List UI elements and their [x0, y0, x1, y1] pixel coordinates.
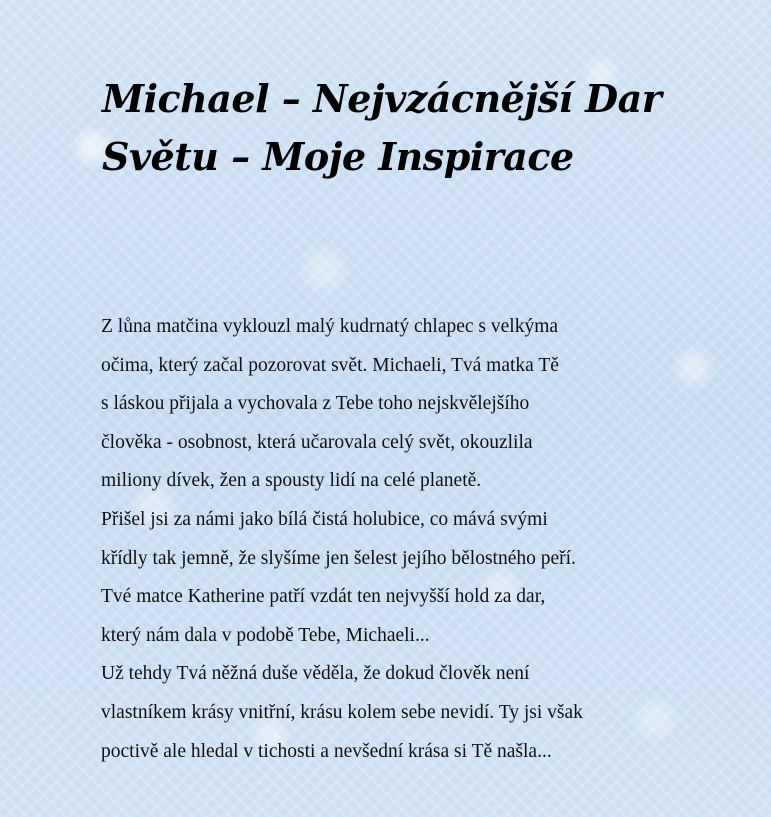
- body-line-6: Přišel jsi za námi jako bílá čistá holubice, co mává svými: [101, 508, 548, 530]
- body-line-3: s láskou přijala a vychovala z Tebe toho nejskvělejšího: [101, 393, 530, 415]
- body-line-1: Z lůna matčina vyklouzl malý kudrnatý chlapec s velkýma: [101, 316, 559, 337]
- body-line-10: Už tehdy Tvá něžná duše věděla, že dokud člověk není: [101, 663, 530, 685]
- page-title: [102, 70, 702, 186]
- body-line-5: miliony dívek, žen a spousty lidí na celé planetě.: [101, 470, 482, 492]
- article-body: [101, 308, 721, 771]
- title-line-1: Michael – Nejvzácnější Dar: [102, 76, 662, 121]
- title-line-2: Světu – Moje Inspirace: [102, 134, 574, 179]
- body-line-4: člověka - osobnost, která učarovala celý svět, okouzlila: [101, 431, 533, 453]
- body-line-8: Tvé matce Katherine patří vzdát ten nejvyšší hold za dar,: [101, 586, 546, 608]
- body-line-2: očima, který začal pozorovat svět. Michaeli, Tvá matka Tě: [101, 354, 559, 376]
- body-line-9: který nám dala v podobě Tebe, Michaeli...: [101, 624, 430, 646]
- body-line-11: vlastníkem krásy vnitřní, krásu kolem sebe nevidí. Ty jsi však: [101, 701, 583, 723]
- body-line-12: poctivě ale hledal v tichosti a nevšední krása si Tě našla...: [101, 740, 552, 762]
- body-line-7: křídly tak jemně, že slyšíme jen šelest jejího bělostného peří.: [101, 547, 576, 569]
